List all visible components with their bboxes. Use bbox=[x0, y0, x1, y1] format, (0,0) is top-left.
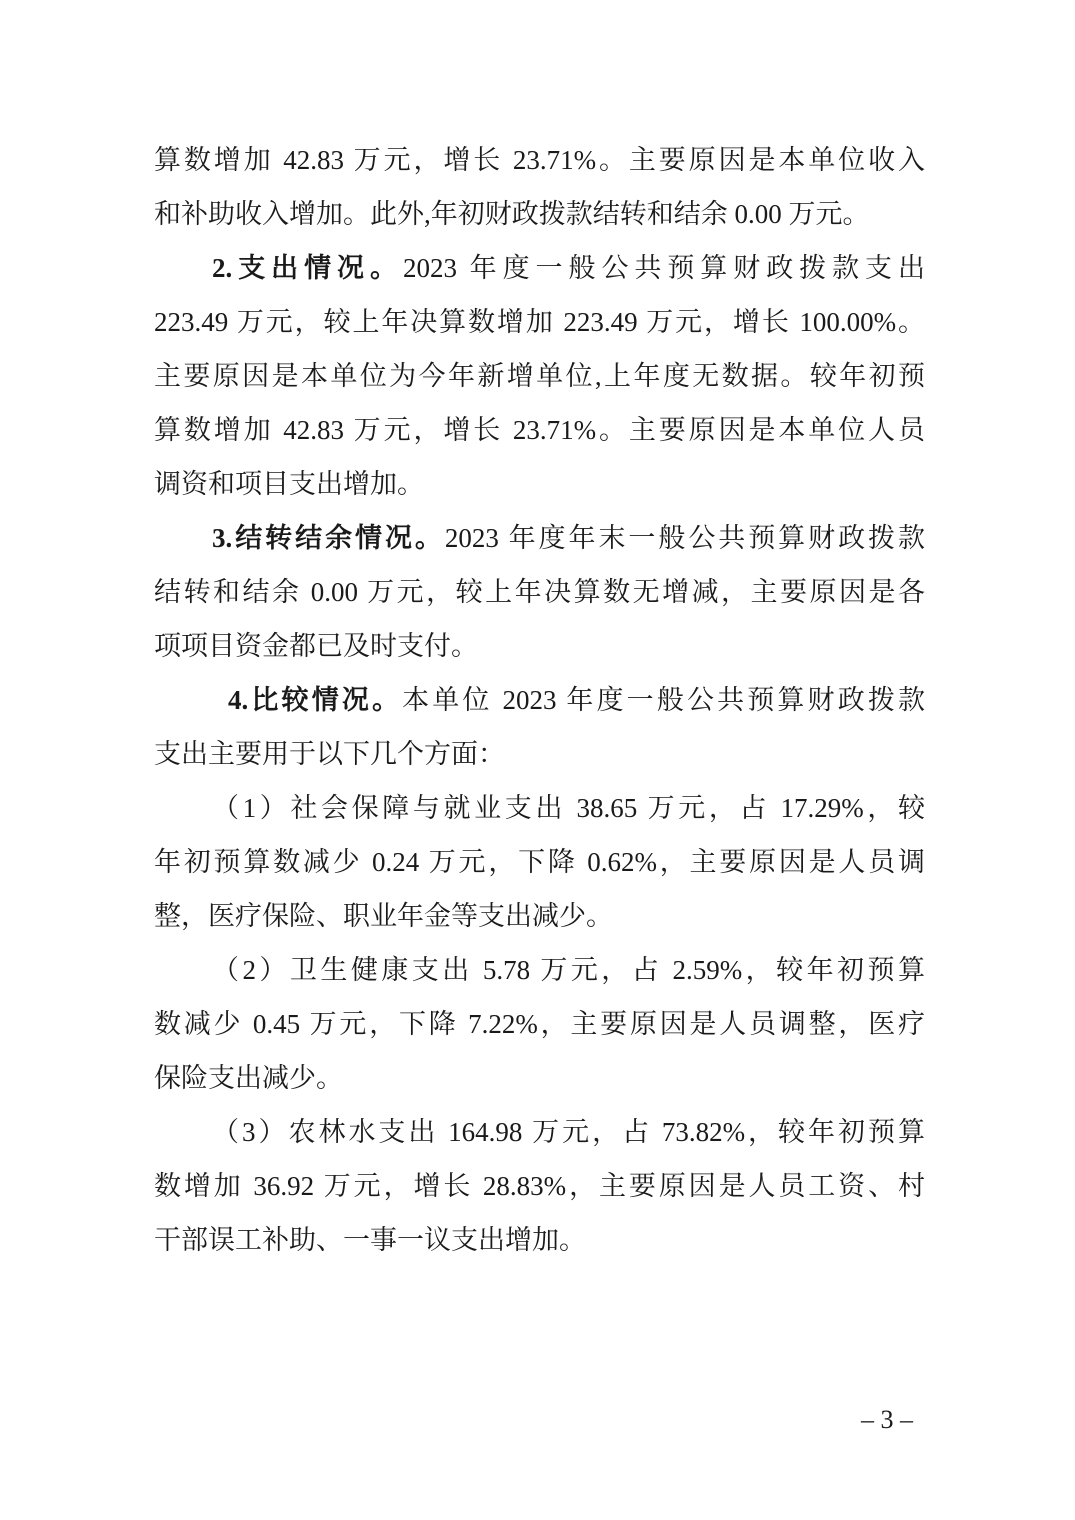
section-heading-comparison: 4.比较情况。 bbox=[228, 685, 403, 715]
text-line bbox=[154, 511, 925, 565]
text-line: 支出主要用于以下几个方面： bbox=[154, 739, 505, 769]
text-line-content: 本单位 2023 年度一般公共预算财政拨款 bbox=[402, 685, 926, 715]
paragraph-comparison bbox=[154, 673, 925, 781]
section-heading-expenditure: 2.支出情况。 bbox=[212, 253, 403, 283]
paragraph-carryover bbox=[154, 511, 925, 673]
text-line: 年初预算数减少 0.24 万元，下降 0.62%，主要原因是人员调 bbox=[154, 847, 925, 877]
text-line: 调资和项目支出增加。 bbox=[154, 469, 424, 499]
text-line: 和补助收入增加。此外,年初财政拨款结转和结余 0.00 万元。 bbox=[154, 199, 870, 229]
text-line-content: 2023 年度一般公共预算财政拨款支出 bbox=[402, 253, 926, 283]
paragraph-income-continuation bbox=[154, 133, 925, 241]
text-line: 项项目资金都已及时支付。 bbox=[154, 631, 478, 661]
paragraph-expenditure bbox=[154, 241, 925, 511]
text-line: 整，医疗保险、职业年金等支出减少。 bbox=[154, 901, 613, 931]
paragraph-item-1-social-security bbox=[154, 781, 925, 943]
section-heading-carryover: 3.结转结余情况。 bbox=[212, 523, 445, 553]
document-body bbox=[154, 133, 925, 1267]
text-line: 保险支出减少。 bbox=[154, 1063, 343, 1093]
text-line: 223.49 万元，较上年决算数增加 223.49 万元，增长 100.00%。 bbox=[154, 307, 925, 337]
paragraph-item-3-agriculture bbox=[154, 1105, 925, 1267]
text-line: 干部误工补助、一事一议支出增加。 bbox=[154, 1225, 586, 1255]
text-line: （1）社会保障与就业支出 38.65 万元，占 17.29%，较 bbox=[212, 793, 925, 823]
page-number: – 3 – bbox=[861, 1405, 913, 1434]
text-line bbox=[154, 241, 925, 295]
text-line: 数减少 0.45 万元，下降 7.22%，主要原因是人员调整，医疗 bbox=[154, 1009, 925, 1039]
text-line: （3）农林水支出 164.98 万元，占 73.82%，较年初预算 bbox=[212, 1117, 925, 1147]
text-line: 数增加 36.92 万元，增长 28.83%，主要原因是人员工资、村 bbox=[154, 1171, 925, 1201]
text-line: 结转和结余 0.00 万元，较上年决算数无增减，主要原因是各 bbox=[154, 577, 925, 607]
text-line-content: 2023 年度年末一般公共预算财政拨款 bbox=[444, 523, 926, 553]
text-line: 算数增加 42.83 万元，增长 23.71%。主要原因是本单位人员 bbox=[154, 415, 925, 445]
paragraph-item-2-health bbox=[154, 943, 925, 1105]
text-line: 算数增加 42.83 万元，增长 23.71%。主要原因是本单位收入 bbox=[154, 145, 925, 175]
text-line bbox=[154, 673, 925, 727]
page-footer bbox=[861, 1402, 913, 1438]
text-line: （2）卫生健康支出 5.78 万元，占 2.59%，较年初预算 bbox=[212, 955, 925, 985]
text-line: 主要原因是本单位为今年新增单位,上年度无数据。较年初预 bbox=[154, 361, 925, 391]
